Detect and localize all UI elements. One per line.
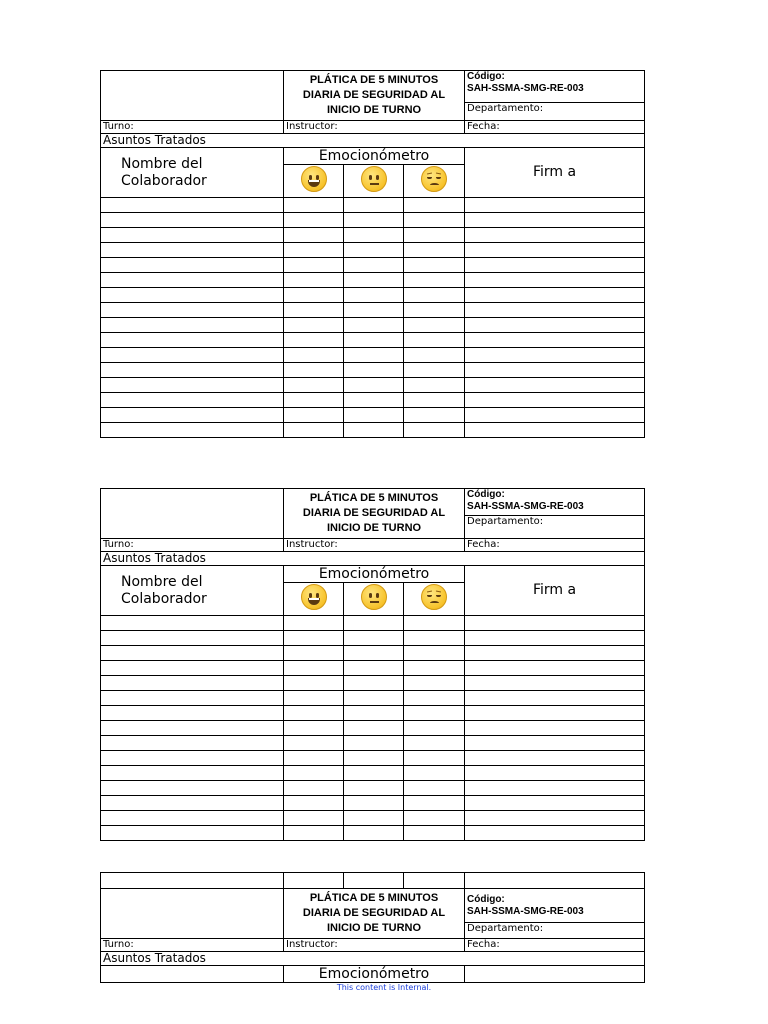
firma-cell[interactable] [465, 423, 645, 438]
emocion-cell[interactable] [284, 363, 344, 378]
emocion-cell[interactable] [344, 796, 404, 811]
emocion-cell[interactable] [404, 811, 465, 826]
emocion-cell[interactable] [404, 258, 465, 273]
emocion-cell[interactable] [344, 766, 404, 781]
emocion-cell[interactable] [284, 706, 344, 721]
colaborador-row [101, 378, 645, 393]
firma-cell[interactable] [465, 393, 645, 408]
emocion-cell[interactable] [284, 766, 344, 781]
nombre-cell[interactable] [101, 706, 284, 721]
emocion-cell[interactable] [284, 348, 344, 363]
emocion-cell[interactable] [344, 631, 404, 646]
turno-label: Turno: [101, 939, 284, 952]
colaborador-row [101, 318, 645, 333]
emocion-cell[interactable] [404, 243, 465, 258]
nombre-cell[interactable] [101, 766, 284, 781]
nombre-cell[interactable] [101, 676, 284, 691]
emocion-cell[interactable] [404, 288, 465, 303]
nombre-cell[interactable] [101, 691, 284, 706]
nombre-cell[interactable] [101, 393, 284, 408]
colaborador-row [101, 811, 645, 826]
nombre-cell[interactable] [101, 348, 284, 363]
colaborador-row [101, 616, 645, 631]
emocion-cell[interactable] [404, 766, 465, 781]
form-title: PLÁTICA DE 5 MINUTOS DIARIA DE SEGURIDAD AL INICIO DE TURNO [284, 71, 465, 121]
emocion-cell[interactable] [284, 303, 344, 318]
nombre-cell[interactable] [101, 198, 284, 213]
nombre-cell[interactable] [101, 423, 284, 438]
colaborador-row [101, 691, 645, 706]
happy-face-icon [301, 584, 327, 610]
emocion-cell[interactable] [404, 781, 465, 796]
emocion-cell[interactable] [284, 691, 344, 706]
firma-cell[interactable] [465, 273, 645, 288]
emocion-cell[interactable] [404, 751, 465, 766]
emocion-cell[interactable] [284, 243, 344, 258]
codigo-cell [465, 489, 645, 516]
firma-cell[interactable] [465, 766, 645, 781]
colaborador-row [101, 288, 645, 303]
emocion-cell[interactable] [284, 423, 344, 438]
emocion-cell[interactable] [404, 348, 465, 363]
nombre-cell[interactable] [101, 213, 284, 228]
emocion-cell[interactable] [404, 333, 465, 348]
emocionometro-header: Emocionómetro [284, 566, 465, 583]
emocion-cell[interactable] [404, 363, 465, 378]
emocion-cell[interactable] [404, 228, 465, 243]
emocion-cell[interactable] [344, 378, 404, 393]
codigo-label: Código: [467, 893, 505, 905]
instructor-label: Instructor: [284, 121, 465, 134]
firma-cell[interactable] [465, 228, 645, 243]
emocion-cell[interactable] [284, 781, 344, 796]
emocion-cell[interactable] [344, 213, 404, 228]
emocion-cell[interactable] [284, 408, 344, 423]
firma-cell[interactable] [465, 706, 645, 721]
nombre-cell[interactable] [101, 646, 284, 661]
departamento-label: Departamento: [465, 923, 645, 939]
emocionometro-header: Emocionómetro [284, 148, 465, 165]
colaborador-row [101, 213, 645, 228]
logo-cell [101, 889, 284, 939]
colaborador-row [101, 826, 645, 841]
emocion-cell[interactable] [404, 676, 465, 691]
colaborador-rows [101, 198, 645, 438]
logo-cell [101, 489, 284, 539]
colaborador-row [101, 646, 645, 661]
emocion-cell[interactable] [404, 423, 465, 438]
firma-header [465, 966, 645, 983]
firma-cell[interactable] [465, 348, 645, 363]
firma-cell[interactable] [465, 288, 645, 303]
emocion-cell[interactable] [404, 646, 465, 661]
asuntos-label: Asuntos Tratados [101, 134, 645, 148]
emocion-cell[interactable] [284, 826, 344, 841]
colaborador-row [101, 661, 645, 676]
emocion-cell[interactable] [284, 616, 344, 631]
colaborador-row [101, 333, 645, 348]
emocion-cell[interactable] [284, 258, 344, 273]
nombre-cell[interactable] [101, 378, 284, 393]
form-title: PLÁTICA DE 5 MINUTOS DIARIA DE SEGURIDAD AL INICIO DE TURNO [284, 489, 465, 539]
emocion-cell[interactable] [344, 243, 404, 258]
nombre-cell[interactable] [101, 273, 284, 288]
firma-cell[interactable] [465, 736, 645, 751]
departamento-label: Departamento: [465, 516, 645, 539]
emocion-cell[interactable] [404, 303, 465, 318]
nombre-cell[interactable] [101, 616, 284, 631]
turno-label: Turno: [101, 121, 284, 134]
nombre-header: Nombre del Colaborador [101, 148, 284, 198]
codigo-value: SAH-SSMA-SMG-RE-003 [467, 501, 584, 512]
nombre-cell[interactable] [101, 826, 284, 841]
emocion-cell[interactable] [344, 826, 404, 841]
form-2 [100, 488, 644, 841]
colaborador-rows [101, 616, 645, 841]
emocion-cell[interactable] [284, 393, 344, 408]
colaborador-row [101, 676, 645, 691]
colaborador-row [101, 258, 645, 273]
firma-cell[interactable] [465, 333, 645, 348]
firma-cell[interactable] [465, 631, 645, 646]
emocion-cell[interactable] [344, 751, 404, 766]
turno-label: Turno: [101, 539, 284, 552]
colaborador-row [101, 706, 645, 721]
emocion-cell[interactable] [404, 796, 465, 811]
nombre-cell[interactable] [101, 258, 284, 273]
emocion-cell[interactable] [284, 736, 344, 751]
firma-cell[interactable] [465, 661, 645, 676]
colaborador-row [101, 796, 645, 811]
departamento-label: Departamento: [465, 103, 645, 121]
emocion-cell[interactable] [344, 393, 404, 408]
emocion-cell[interactable] [344, 646, 404, 661]
emocion-cell[interactable] [284, 721, 344, 736]
firma-cell[interactable] [465, 691, 645, 706]
emocion-cell[interactable] [284, 228, 344, 243]
emocion-cell[interactable] [344, 691, 404, 706]
nombre-header [101, 966, 284, 983]
firma-header: Firm a [465, 566, 645, 616]
emocion-cell[interactable] [284, 751, 344, 766]
firma-cell[interactable] [465, 796, 645, 811]
emocion-cell[interactable] [344, 303, 404, 318]
codigo-cell [465, 71, 645, 103]
emocion-cell[interactable] [404, 273, 465, 288]
emocion-cell[interactable] [344, 363, 404, 378]
codigo-cell [465, 889, 645, 923]
emocion-cell[interactable] [404, 661, 465, 676]
firma-cell[interactable] [465, 811, 645, 826]
emocion-cell[interactable] [404, 378, 465, 393]
firma-cell[interactable] [465, 378, 645, 393]
emocion-cell[interactable] [344, 258, 404, 273]
firma-cell[interactable] [465, 616, 645, 631]
codigo-value: SAH-SSMA-SMG-RE-003 [467, 83, 584, 94]
colaborador-row [101, 273, 645, 288]
emocion-cell[interactable] [344, 198, 404, 213]
nombre-cell[interactable] [101, 228, 284, 243]
nombre-cell[interactable] [101, 751, 284, 766]
emocion-cell[interactable] [344, 736, 404, 751]
fecha-label: Fecha: [465, 121, 645, 134]
emocion-cell[interactable] [344, 333, 404, 348]
emocion-cell[interactable] [404, 198, 465, 213]
emocion-cell[interactable] [344, 676, 404, 691]
firma-cell[interactable] [465, 751, 645, 766]
nombre-cell[interactable] [101, 796, 284, 811]
emocion-cell[interactable] [404, 318, 465, 333]
emocion-cell[interactable] [404, 631, 465, 646]
nombre-cell[interactable] [101, 736, 284, 751]
emocion-cell[interactable] [284, 273, 344, 288]
emocion-cell[interactable] [344, 408, 404, 423]
emocion-cell[interactable] [404, 393, 465, 408]
nombre-cell[interactable] [101, 318, 284, 333]
fecha-label: Fecha: [465, 539, 645, 552]
firma-header: Firm a [465, 148, 645, 198]
neutral-face-icon [361, 584, 387, 610]
instructor-label: Instructor: [284, 939, 465, 952]
nombre-cell[interactable] [101, 811, 284, 826]
colaborador-row [101, 721, 645, 736]
emocion-cell[interactable] [344, 706, 404, 721]
emocion-cell[interactable] [344, 288, 404, 303]
codigo-label: Código: [467, 489, 505, 500]
firma-cell[interactable] [465, 213, 645, 228]
codigo-value: SAH-SSMA-SMG-RE-003 [467, 905, 584, 917]
logo-cell [101, 71, 284, 121]
emocion-cell[interactable] [284, 378, 344, 393]
pensive-face-icon [421, 166, 447, 192]
nombre-cell[interactable] [101, 333, 284, 348]
colaborador-row [101, 781, 645, 796]
firma-cell[interactable] [465, 721, 645, 736]
colaborador-row [101, 408, 645, 423]
nombre-cell[interactable] [101, 721, 284, 736]
colaborador-row [101, 243, 645, 258]
colaborador-row [101, 363, 645, 378]
emocion-cell[interactable] [404, 706, 465, 721]
firma-cell[interactable] [465, 646, 645, 661]
firma-cell[interactable] [465, 318, 645, 333]
emocion-cell[interactable] [404, 213, 465, 228]
emocion-cell[interactable] [344, 228, 404, 243]
firma-cell[interactable] [465, 198, 645, 213]
colaborador-row [101, 228, 645, 243]
colaborador-row [101, 631, 645, 646]
nombre-cell[interactable] [101, 288, 284, 303]
emocionometro-header: Emocionómetro [284, 966, 465, 983]
colaborador-row [101, 423, 645, 438]
codigo-label: Código: [467, 71, 505, 82]
emocion-cell[interactable] [344, 811, 404, 826]
nombre-cell[interactable] [101, 781, 284, 796]
emocion-cell[interactable] [404, 721, 465, 736]
nombre-cell[interactable] [101, 363, 284, 378]
firma-cell[interactable] [465, 781, 645, 796]
fecha-label: Fecha: [465, 939, 645, 952]
nombre-cell[interactable] [101, 631, 284, 646]
nombre-cell[interactable] [101, 303, 284, 318]
firma-cell[interactable] [465, 408, 645, 423]
happy-face-icon [301, 166, 327, 192]
firma-cell[interactable] [465, 826, 645, 841]
emocion-cell[interactable] [344, 781, 404, 796]
pensive-face-icon [421, 584, 447, 610]
emocion-cell[interactable] [404, 736, 465, 751]
emocion-cell[interactable] [284, 288, 344, 303]
emocion-cell[interactable] [344, 661, 404, 676]
emocion-cell[interactable] [344, 721, 404, 736]
nombre-cell[interactable] [101, 661, 284, 676]
emocion-cell[interactable] [404, 616, 465, 631]
firma-cell[interactable] [465, 243, 645, 258]
instructor-label: Instructor: [284, 539, 465, 552]
emocion-cell[interactable] [344, 348, 404, 363]
emocion-cell[interactable] [284, 213, 344, 228]
emocion-cell[interactable] [404, 691, 465, 706]
emocion-cell[interactable] [404, 826, 465, 841]
firma-cell[interactable] [465, 676, 645, 691]
emocion-cell[interactable] [284, 318, 344, 333]
nombre-cell[interactable] [101, 243, 284, 258]
firma-cell[interactable] [465, 303, 645, 318]
nombre-header: Nombre del Colaborador [101, 566, 284, 616]
emocion-cell[interactable] [344, 273, 404, 288]
emocion-cell[interactable] [284, 676, 344, 691]
asuntos-label: Asuntos Tratados [101, 552, 645, 566]
form-3 [100, 872, 644, 983]
colaborador-row [101, 198, 645, 213]
emocion-cell[interactable] [404, 408, 465, 423]
colaborador-row [101, 348, 645, 363]
emocion-cell[interactable] [284, 198, 344, 213]
emocion-cell[interactable] [284, 796, 344, 811]
emocion-cell[interactable] [284, 811, 344, 826]
colaborador-row [101, 766, 645, 781]
classification-footer: This content is Internal. [336, 983, 432, 992]
form-title: PLÁTICA DE 5 MINUTOS DIARIA DE SEGURIDAD AL INICIO DE TURNO [284, 889, 465, 939]
colaborador-row [101, 736, 645, 751]
colaborador-row [101, 303, 645, 318]
emocion-cell[interactable] [344, 423, 404, 438]
emocion-cell[interactable] [284, 333, 344, 348]
emocion-cell[interactable] [344, 616, 404, 631]
firma-cell[interactable] [465, 363, 645, 378]
emocion-cell[interactable] [344, 318, 404, 333]
nombre-cell[interactable] [101, 408, 284, 423]
colaborador-row [101, 393, 645, 408]
neutral-face-icon [361, 166, 387, 192]
form-1 [100, 70, 644, 438]
firma-cell[interactable] [465, 258, 645, 273]
emocion-cell[interactable] [284, 631, 344, 646]
asuntos-label: Asuntos Tratados [101, 952, 645, 966]
emocion-cell[interactable] [284, 646, 344, 661]
colaborador-row [101, 751, 645, 766]
emocion-cell[interactable] [284, 661, 344, 676]
